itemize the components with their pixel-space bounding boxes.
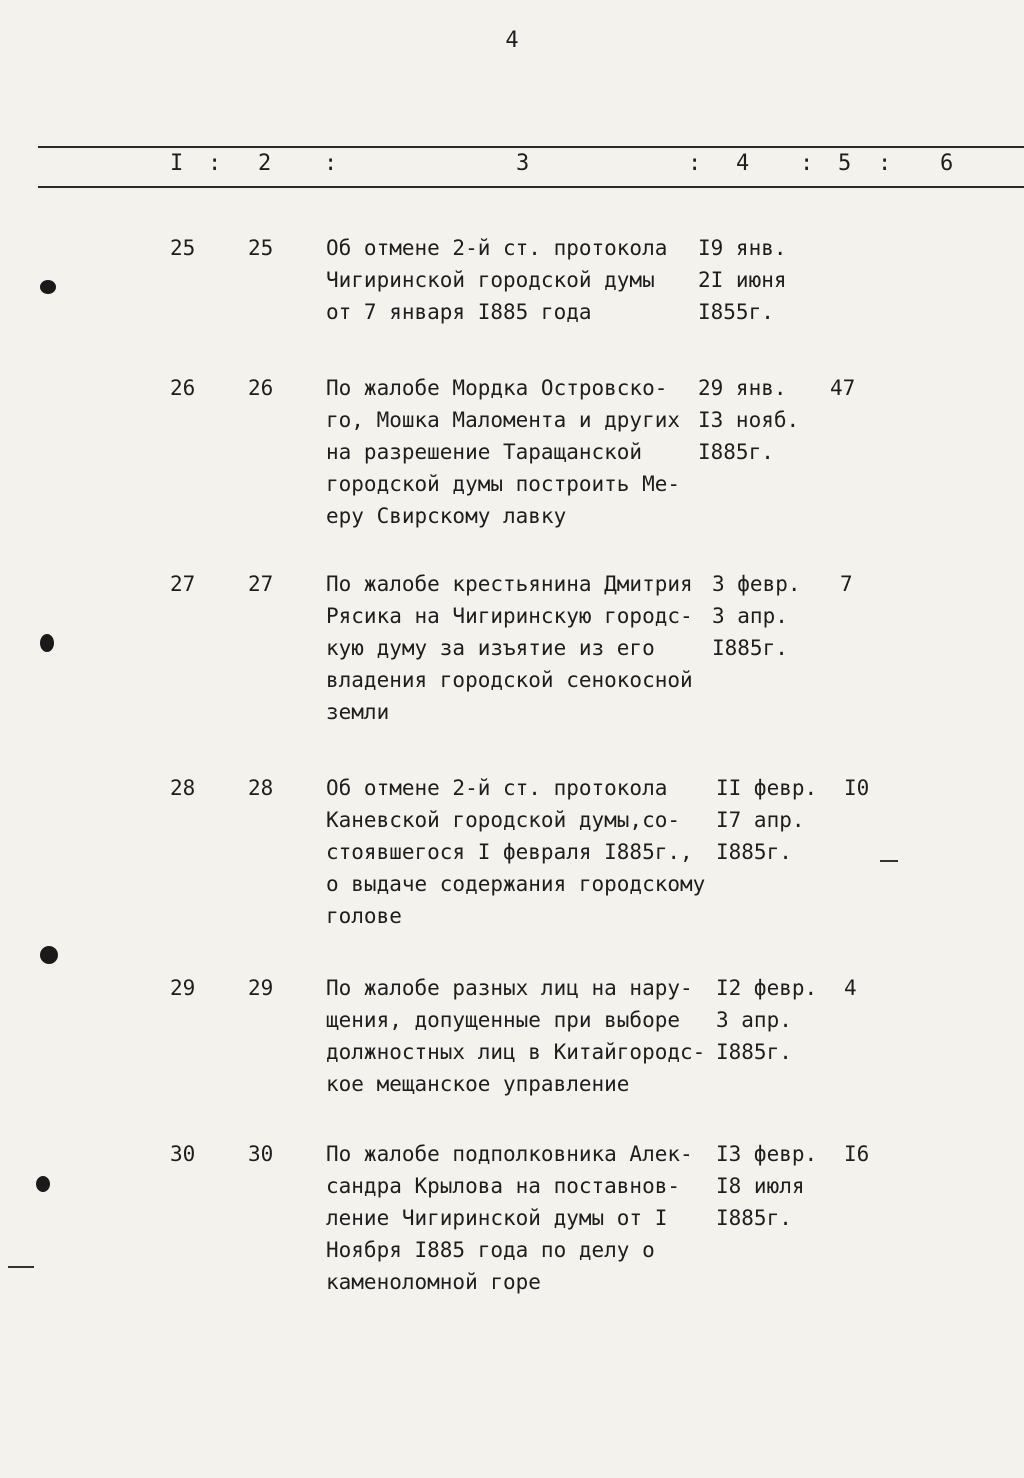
title-line: владения городской сенокосной xyxy=(326,668,693,692)
title-line: каменоломной горе xyxy=(326,1270,541,1294)
entry-dates xyxy=(698,372,823,468)
header-col-3: 3 xyxy=(516,151,530,176)
title-line: должностных лиц в Китайгородс- xyxy=(326,1040,706,1064)
date-line: I9 янв. xyxy=(698,236,787,260)
header-separator: : xyxy=(800,151,814,176)
file-number: 27 xyxy=(248,572,274,596)
title-line: городской думы построить Ме- xyxy=(326,472,681,496)
entry-number: 28 xyxy=(170,776,196,800)
date-line: I855г. xyxy=(698,300,774,324)
title-line: кое мещанское управление xyxy=(326,1072,630,1096)
entry-dates xyxy=(712,568,837,664)
title-line: кую думу за изъятие из его xyxy=(326,636,655,660)
entry-number: 30 xyxy=(170,1142,196,1166)
title-line: о выдаче содержания городскому xyxy=(326,872,706,896)
entry-title xyxy=(326,772,711,932)
date-line: II февр. xyxy=(716,776,818,800)
title-line: от 7 января I885 года xyxy=(326,300,592,324)
entry-number: 25 xyxy=(170,236,196,260)
title-line: По жалобе крестьянина Дмитрия xyxy=(326,572,693,596)
date-line: I885г. xyxy=(716,1206,792,1230)
entry-title xyxy=(326,568,711,728)
entry-title xyxy=(326,972,711,1100)
title-line: щения, допущенные при выборе xyxy=(326,1008,681,1032)
date-line: 2I июня xyxy=(698,268,787,292)
date-line: I885г. xyxy=(698,440,774,464)
table-rule-bottom xyxy=(38,186,1024,188)
date-line: I3 февр. xyxy=(716,1142,818,1166)
binder-hole-mark xyxy=(40,280,56,294)
header-col-1: I xyxy=(170,151,184,176)
title-line: Чигиринской городской думы xyxy=(326,268,655,292)
entry-title xyxy=(326,1138,711,1298)
sheet-count: I0 xyxy=(844,776,870,800)
date-line: I885г. xyxy=(716,1040,792,1064)
date-line: I2 февр. xyxy=(716,976,818,1000)
table-rule-top xyxy=(38,146,1024,148)
sheet-count: 47 xyxy=(830,376,856,400)
entry-dates xyxy=(716,1138,841,1234)
date-line: 29 янв. xyxy=(698,376,787,400)
binder-hole-mark xyxy=(40,946,58,964)
entry-dates xyxy=(716,772,841,868)
entry-title xyxy=(326,372,711,532)
header-col-4: 4 xyxy=(736,151,750,176)
title-line: По жалобе Мордка Островско- xyxy=(326,376,668,400)
entry-number: 26 xyxy=(170,376,196,400)
title-line: еру Свирскому лавку xyxy=(326,504,567,528)
title-line: Об отмене 2-й ст. протокола xyxy=(326,776,668,800)
date-line: I3 нояб. xyxy=(698,408,800,432)
title-line: стоявшегося I февраля I885г., xyxy=(326,840,693,864)
file-number: 26 xyxy=(248,376,274,400)
date-line: 3 апр. xyxy=(712,604,788,628)
file-number: 28 xyxy=(248,776,274,800)
sheet-count: 4 xyxy=(844,976,857,1000)
entry-number: 27 xyxy=(170,572,196,596)
date-line: 3 апр. xyxy=(716,1008,792,1032)
title-line: на разрешение Таращанской xyxy=(326,440,643,464)
header-col-5: 5 xyxy=(838,151,852,176)
header-col-2: 2 xyxy=(258,151,272,176)
title-line: Рясика на Чигиринскую городс- xyxy=(326,604,693,628)
entry-dates xyxy=(716,972,841,1068)
entry-number: 29 xyxy=(170,976,196,1000)
sheet-count: I6 xyxy=(844,1142,870,1166)
title-line: ление Чигиринской думы от I xyxy=(326,1206,668,1230)
header-col-6: 6 xyxy=(940,151,954,176)
title-line: По жалобе подполковника Алек- xyxy=(326,1142,693,1166)
page-number: 4 xyxy=(505,28,519,53)
sheet-count: 7 xyxy=(840,572,853,596)
date-line: 3 февр. xyxy=(712,572,801,596)
file-number: 25 xyxy=(248,236,274,260)
header-separator: : xyxy=(878,151,892,176)
date-line: I885г. xyxy=(712,636,788,660)
binder-hole-mark xyxy=(36,1176,50,1192)
date-line: I8 июля xyxy=(716,1174,805,1198)
title-line: земли xyxy=(326,700,390,724)
title-line: Об отмене 2-й ст. протокола xyxy=(326,236,668,260)
header-separator: : xyxy=(688,151,702,176)
entry-title xyxy=(326,232,711,328)
date-line: I885г. xyxy=(716,840,792,864)
header-separator: : xyxy=(324,151,338,176)
header-separator: : xyxy=(208,151,222,176)
title-line: Каневской городской думы,со- xyxy=(326,808,681,832)
binder-hole-mark xyxy=(40,634,54,652)
margin-dash xyxy=(880,860,898,862)
title-line: сандра Крылова на поставнов- xyxy=(326,1174,681,1198)
title-line: голове xyxy=(326,904,402,928)
file-number: 29 xyxy=(248,976,274,1000)
title-line: По жалобе разных лиц на нару- xyxy=(326,976,693,1000)
title-line: Ноября I885 года по делу о xyxy=(326,1238,655,1262)
file-number: 30 xyxy=(248,1142,274,1166)
date-line: I7 апр. xyxy=(716,808,805,832)
margin-dash xyxy=(8,1266,34,1268)
entry-dates xyxy=(698,232,823,328)
title-line: го, Мошка Маломента и других xyxy=(326,408,681,432)
